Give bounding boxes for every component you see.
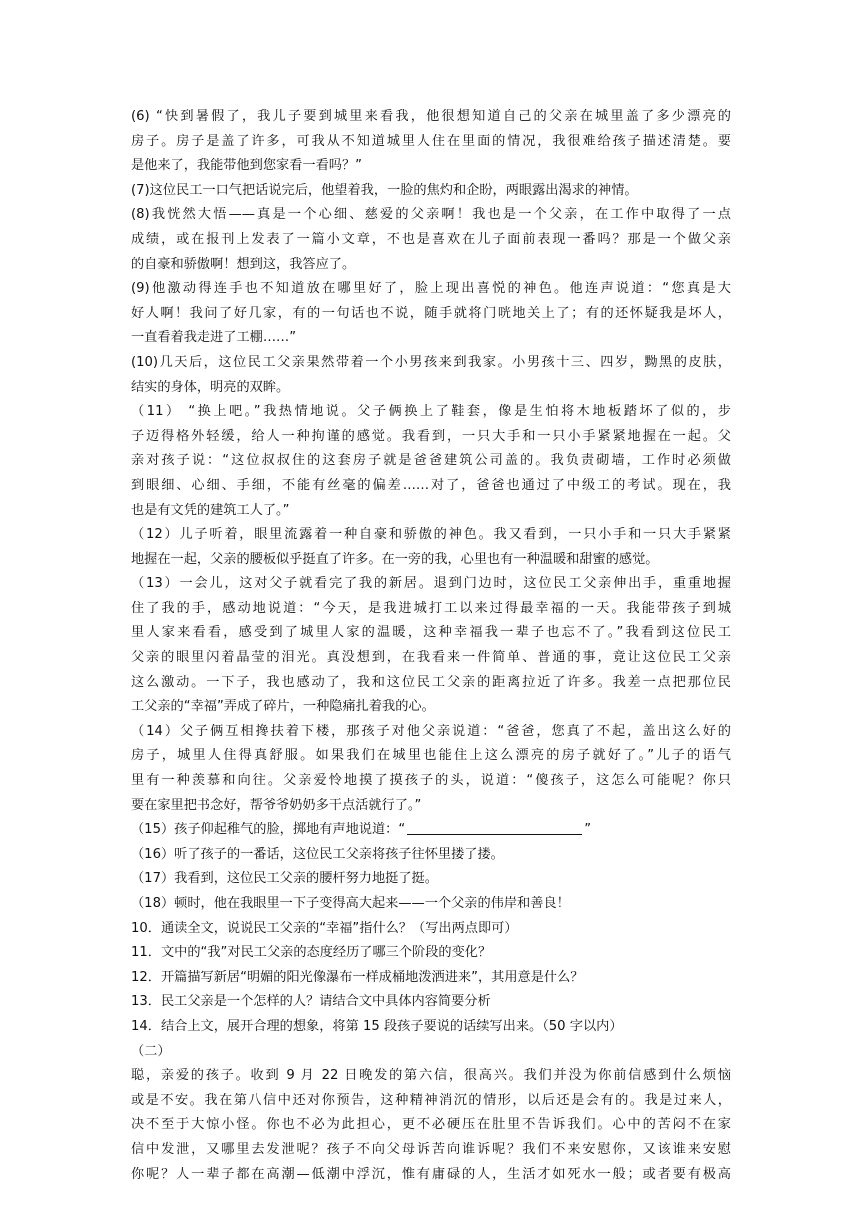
paragraph-13-line-1: （13）一会儿，这对父子就看完了我的新居。退到门边时，这位民工父亲伸出手，重重地握 xyxy=(131,576,731,592)
paragraph-8-line-2: 成绩，或在报刊上发表了一篇小文章，不也是喜欢在儿子面前表现一番吗？那是一个做父亲 xyxy=(131,231,731,247)
paragraph-15-text-before: （15）孩子仰起稚气的脸，掷地有声地说道：“ xyxy=(131,822,406,838)
paragraph-6-line-1: (6) “快到暑假了，我儿子要到城里来看我，他很想知道自己的父亲在城里盖了多少漂亮的 xyxy=(131,109,731,124)
paragraph-14-line-4: 要在家里把书念好，帮爷爷奶奶多干点活就行了。” xyxy=(131,797,422,813)
paragraph-8-line-3: 的自豪和骄傲啊！想到这，我答应了。 xyxy=(131,256,356,272)
question-10: 10．通读全文，说说民工父亲的“幸福”指什么？（写出两点即可） xyxy=(131,920,518,936)
paragraph-9-line-2: 好人啊！我问了好几家，有的一句话也不说，随手就将门咣地关上了；有的还怀疑我是坏人， xyxy=(131,305,731,321)
paragraph-15-text-after: ” xyxy=(584,822,592,838)
paragraph-9-line-3: 一直看着我走进了工棚……” xyxy=(131,330,297,346)
paragraph-6-line-2: 房子。房子是盖了许多，可我从不知道城里人住在里面的情况，我很难给孩子描述清楚。要 xyxy=(131,133,731,149)
paragraph-7-line-1: (7)这位民工一口气把话说完后，他望着我，一脸的焦灼和企盼，两眼露出渴求的神情。 xyxy=(131,182,638,198)
section-2-line-3: 决不至于大惊小怪。你也不必为此担心，更不必硬压在肚里不告诉我们。心中的苦闷不在家 xyxy=(131,1117,731,1133)
paragraph-9-line-1: (9)他激动得连手也不知道放在哪里好了，脸上现出喜悦的神色。他连声说道：“您真是大 xyxy=(131,281,731,297)
paragraph-11-line-2: 子迈得格外轻缓，给人一种拘谨的感觉。我看到，一只大手和一只小手紧紧地握在一起。父 xyxy=(131,428,731,444)
paragraph-13-line-5: 这么激动。一下子，我也感动了，我和这位民工父亲的距离拉近了许多。我差一点把那位民 xyxy=(131,674,731,690)
section-2-line-4: 信中发泄，又哪里去发泄呢？孩子不向父母诉苦向谁诉呢？我们不来安慰你，又该谁来安慰 xyxy=(131,1141,731,1157)
paragraph-13-line-6: 工父亲的“幸福”弄成了碎片，一种隐痛扎着我的心。 xyxy=(131,699,435,715)
paragraph-13-line-4: 父亲的眼里闪着晶莹的泪光。真没想到，在我看来一件简单、普通的事，竟让这位民工父亲 xyxy=(131,650,731,666)
section-2-line-5: 你呢？人一辈子都在高潮—低潮中浮沉，惟有庸碌的人，生活才如死水一般；或者要有极高 xyxy=(131,1166,731,1182)
paragraph-14-line-2: 房子，城里人住得真舒服。如果我们在城里也能住上这么漂亮的房子就好了。”儿子的语气 xyxy=(131,748,731,764)
paragraph-11-line-4: 到眼细、心细、手细，不能有丝毫的偏差……对了，爸爸也通过了中级工的考试。现在，我 xyxy=(131,477,731,493)
paragraph-14-line-3: 里有一种羡慕和向往。父亲爱怜地摸了摸孩子的头，说道：“傻孩子，这怎么可能呢？你只 xyxy=(131,773,731,789)
paragraph-15-line-1 xyxy=(131,818,731,843)
paragraph-12-line-1: （12）儿子听着，眼里流露着一种自豪和骄傲的神色。我又看到，一只小手和一只大手紧紧 xyxy=(131,527,731,543)
paragraph-10-line-2: 结实的身体，明亮的双眸。 xyxy=(131,379,290,395)
question-14: 14．结合上文，展开合理的想象，将第 15 段孩子要说的话续写出来。（50 字以内） xyxy=(131,1018,623,1034)
section-2-line-1: 聪，亲爱的孩子。收到 9 月 22 日晚发的第六信，很高兴。我们并没为你前信感到什么烦恼 xyxy=(131,1068,731,1084)
paragraph-13-line-3: 里人家来看看，感受到了城里人家的温暖，这种幸福我一辈子也忘不了。”我看到这位民工 xyxy=(131,625,731,641)
document-body xyxy=(131,105,731,1187)
paragraph-13-line-2: 住了我的手，感动地说道：“今天，是我进城打工以来过得最幸福的一天。我能带孩子到城 xyxy=(131,600,731,616)
section-2-heading: （二） xyxy=(131,1043,171,1059)
paragraph-14-line-1: （14）父子俩互相搀扶着下楼，那孩子对他父亲说道：“爸爸，您真了不起，盖出这么好的 xyxy=(131,723,731,739)
paragraph-11-line-5: 也是有文凭的建筑工人了。” xyxy=(131,502,290,518)
paragraph-17-line-1: （17）我看到，这位民工父亲的腰杆努力地挺了挺。 xyxy=(131,871,438,887)
section-2-line-2: 或是不安。我在第八信中还对你预告，这种精神消沉的情形，以后还是会有的。我是过来人， xyxy=(131,1092,731,1108)
paragraph-6-line-3: 是他来了，我能带他到您家看一看吗？” xyxy=(131,158,363,174)
paragraph-12-line-2: 地握在一起，父亲的腰板似乎挺直了许多。在一旁的我，心里也有一种温暖和甜蜜的感觉。 xyxy=(131,551,659,567)
paragraph-16-line-1: （16）听了孩子的一番话，这位民工父亲将孩子往怀里搂了搂。 xyxy=(131,846,504,862)
question-13: 13．民工父亲是一个怎样的人？请结合文中具体内容简要分析 xyxy=(131,994,491,1010)
paragraph-10-line-1: (10)几天后，这位民工父亲果然带着一个小男孩来到我家。小男孩十三、四岁，黝黑的皮肤， xyxy=(131,354,731,370)
paragraph-11-line-3: 亲对孩子说：“这位叔叔住的这套房子就是爸爸建筑公司盖的。我负责砌墙，工作时必须做 xyxy=(131,453,731,469)
paragraph-11-line-1: （11） “换上吧。”我热情地说。父子俩换上了鞋套，像是生怕将木地板踏坏了似的，步 xyxy=(131,404,731,420)
paragraph-18-line-1: （18）顿时，他在我眼里一下子变得高大起来——一个父亲的伟岸和善良！ xyxy=(131,896,570,911)
answer-blank xyxy=(407,820,582,835)
paragraph-8-line-1: (8)我恍然大悟——真是一个心细、慈爱的父亲啊！我也是一个父亲，在工作中取得了一点 xyxy=(131,207,731,223)
question-11: 11．文中的“我”对民工父亲的态度经历了哪三个阶段的变化？ xyxy=(131,945,492,961)
question-12: 12．开篇描写新居“明媚的阳光像瀑布一样成桶地泼洒进来”，其用意是什么？ xyxy=(131,969,584,985)
